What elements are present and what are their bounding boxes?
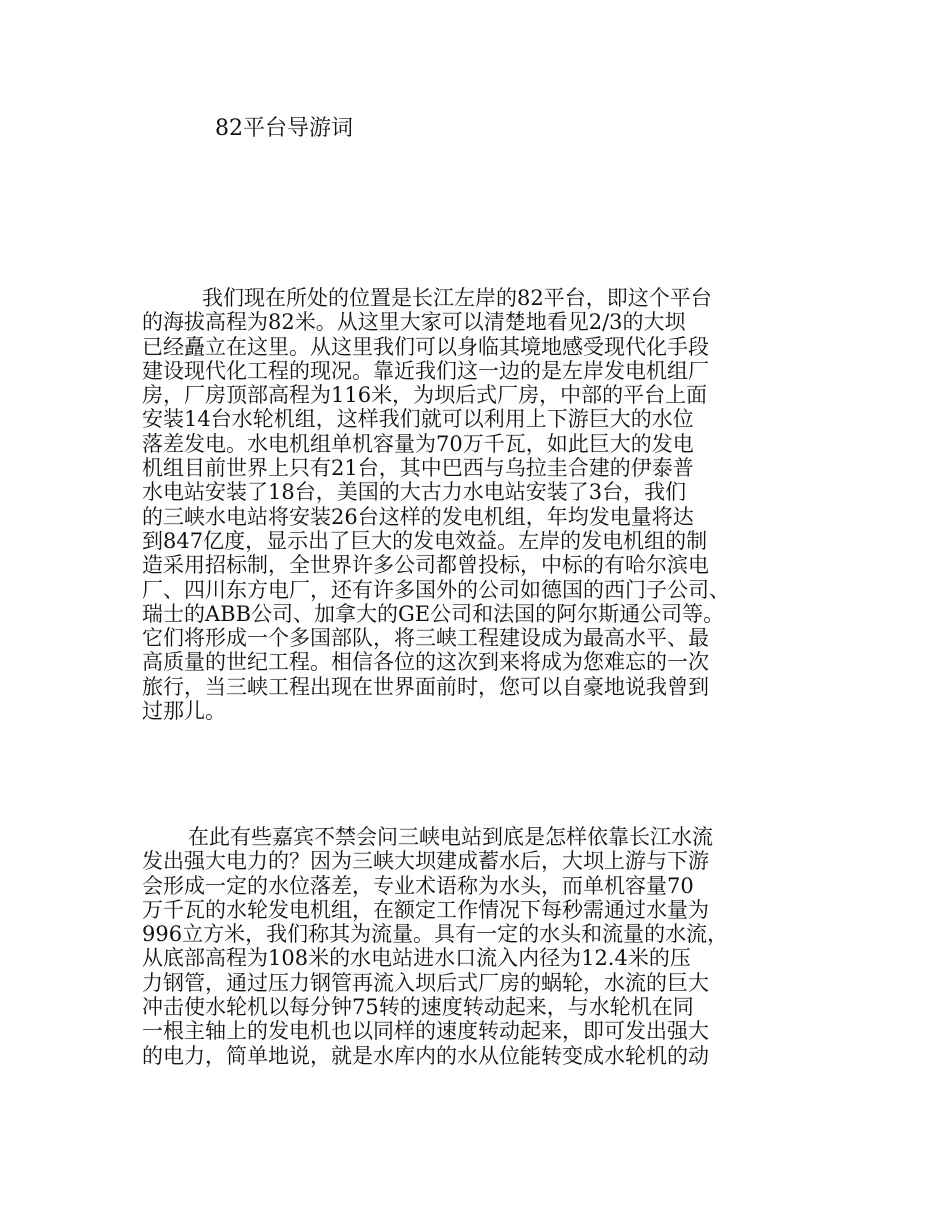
text-line: 房，厂房顶部高程为116米，为坝后式厂房，中部的平台上面: [142, 383, 708, 408]
text-line: 的三峡水电站将安装26台这样的发电机组，年均发电量将达: [142, 504, 694, 529]
text-line: 会形成一定的水位落差，专业术语称为水头，而单机容量70: [142, 873, 694, 898]
text-line: 到847亿度，显示出了巨大的发电效益。左岸的发电机组的制: [142, 528, 708, 553]
text-line: 的电力，简单地说，就是水库内的水从位能转变成水轮机的动: [142, 1043, 709, 1068]
text-line: 水电站安装了18台，美国的大古力水电站安装了3台，我们: [142, 480, 687, 505]
text-line: 万千瓦的水轮发电机组，在额定工作情况下每秒需通过水量为: [142, 897, 709, 922]
text-line: 我们现在所处的位置是长江左岸的82平台，即这个平台: [202, 286, 712, 310]
text-line: 996立方米，我们称其为流量。具有一定的水头和流量的水流，: [142, 922, 729, 947]
paragraph-2: [142, 825, 832, 1068]
text-line: 造采用招标制，全世界许多公司都曾投标，中标的有哈尔滨电: [142, 553, 709, 578]
text-line: 瑞士的ABB公司、加拿大的GE公司和法国的阿尔斯通公司等。: [142, 601, 725, 626]
text-line: 从底部高程为108米的水电站进水口流入内径为12.4米的压: [142, 946, 691, 971]
text-line: 在此有些嘉宾不禁会问三峡电站到底是怎样依靠长江水流: [188, 825, 713, 849]
text-line: 过那儿。: [142, 699, 226, 724]
text-line: 它们将形成一个多国部队，将三峡工程建设成为最高水平、最: [142, 626, 709, 651]
text-line: 安装14台水轮机组，这样我们就可以利用上下游巨大的水位: [142, 407, 694, 432]
text-line: 力钢管，通过压力钢管再流入坝后式厂房的蜗轮，水流的巨大: [142, 970, 709, 995]
text-line: 建设现代化工程的现况。靠近我们这一边的是左岸发电机组厂: [142, 358, 709, 383]
text-line: 厂、四川东方电厂，还有许多国外的公司如德国的西门子公司、: [142, 577, 730, 602]
text-line: 冲击使水轮机以每分钟75转的速度转动起来，与水轮机在同: [142, 995, 694, 1020]
text-line: 落差发电。水电机组单机容量为70万千瓦，如此巨大的发电: [142, 431, 694, 456]
document-title: 82平台导游词: [215, 116, 353, 141]
text-line: 已经矗立在这里。从这里我们可以身临其境地感受现代化手段: [142, 334, 709, 359]
text-line: 旅行，当三峡工程出现在世界面前时，您可以自豪地说我曾到: [142, 674, 709, 699]
paragraph-1: [142, 286, 832, 723]
text-line: 的海拔高程为82米。从这里大家可以清楚地看见2/3的大坝: [142, 310, 686, 335]
text-line: 高质量的世纪工程。相信各位的这次到来将成为您难忘的一次: [142, 650, 709, 675]
text-line: 机组目前世界上只有21台，其中巴西与乌拉圭合建的伊泰普: [142, 456, 694, 481]
text-line: 一根主轴上的发电机也以同样的速度转动起来，即可发出强大: [142, 1019, 709, 1044]
text-line: 发出强大电力的？因为三峡大坝建成蓄水后，大坝上游与下游: [142, 849, 709, 874]
